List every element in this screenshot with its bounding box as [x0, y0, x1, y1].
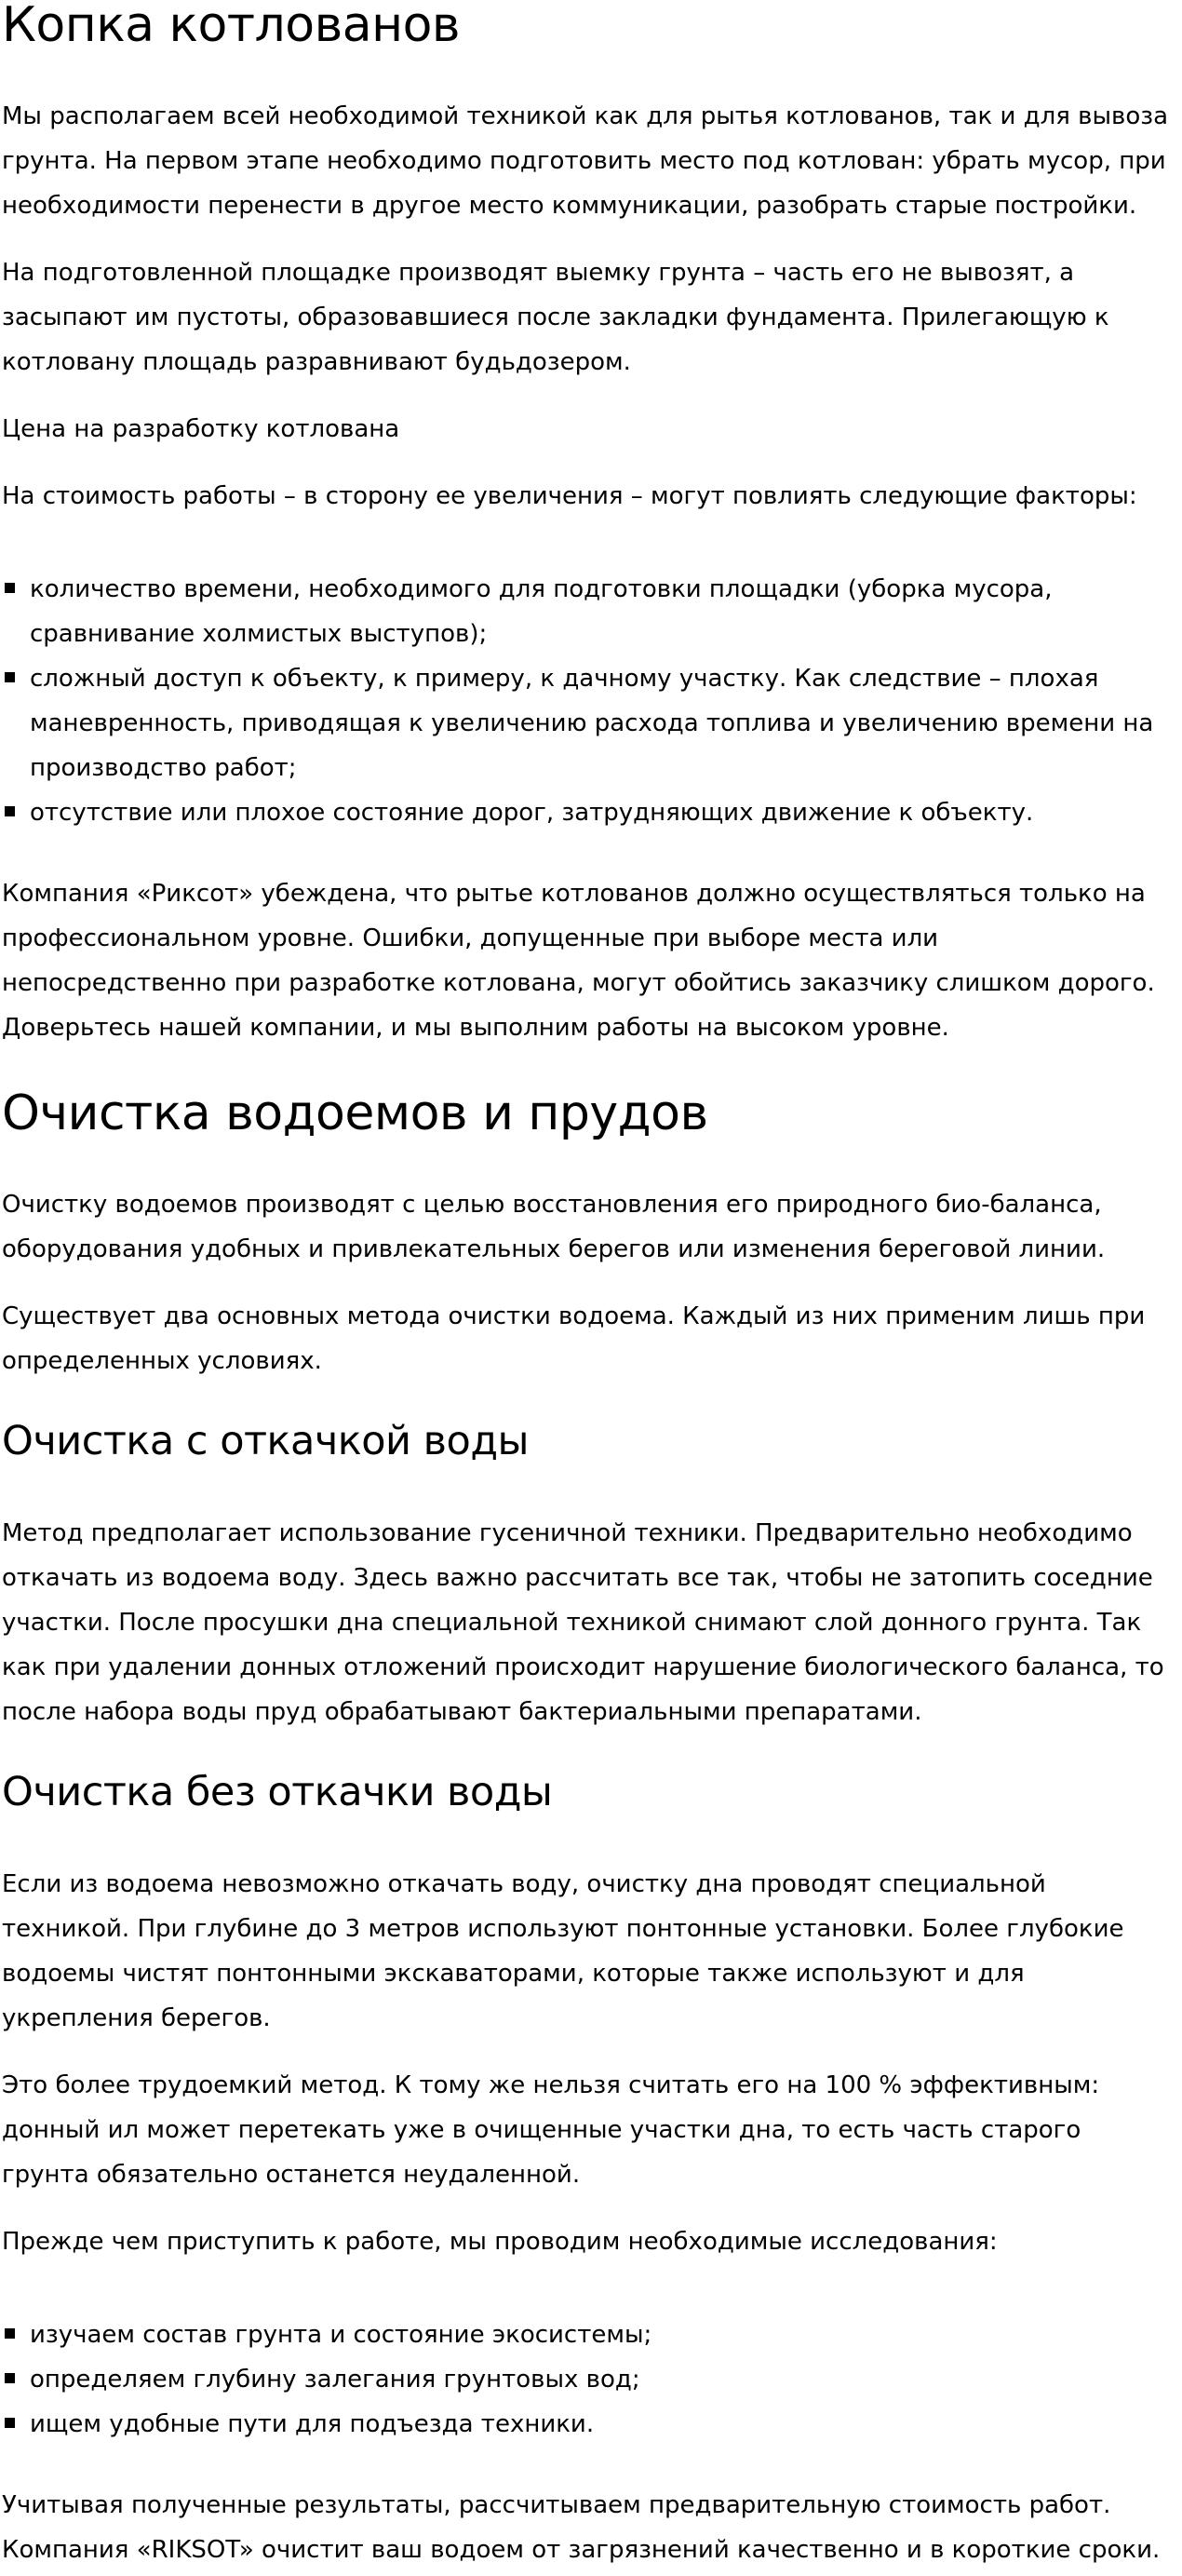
section-title-digging: Копка котлованов: [2, 0, 461, 53]
paragraph-no-pumping-body2: Это более трудоемкий метод. К тому же нельзя считать его на 100 % эффективным: донный ил может перетекать уже в очищенные участки дна, то есть часть старого грунта обязательно останется неудаленной.: [2, 2071, 1100, 2189]
paragraph-digging-conclusion: Компания «Риксот» убеждена, что рытье котлованов должно осуществляться только на профессиональном уровне. Ошибки, допущенные при выборе места или непосредственно при разработке котлована, могут обойтись заказчику слишком дорого. Доверьтесь нашей компании, и мы выполним работы на высоком уровне.: [2, 880, 1155, 1042]
closing-block: [2, 2483, 1169, 2572]
paragraph-pumping-body: Метод предполагает использование гусеничной техники. Предварительно необходимо откачать из водоема воду. Здесь важно рассчитать все так, чтобы не затопить соседние участки. После просушки дна специальной техникой снимают слой донного грунта. Так как при удалении донных отложений происходит нарушение биологического баланса, то после набора воды пруд обрабатывают бактериальными препаратами.: [2, 1519, 1164, 1726]
research-list: [2, 2313, 1169, 2447]
subsection-title-pumping: Очистка с откачкой воды: [2, 1418, 529, 1464]
paragraph-methods-intro: Существует два основных метода очистки водоема. Каждый из них применим лишь при определенных условиях.: [2, 1302, 1146, 1375]
paragraph-factors-intro: На стоимость работы – в сторону ее увеличения – могут повлиять следующие факторы:: [2, 482, 1137, 510]
list-item: изучаем состав грунта и состояние экосистемы;: [2, 2313, 1169, 2357]
subsection-title-no-pumping: Очистка без откачки воды: [2, 1769, 553, 1815]
list-item: количество времени, необходимого для подготовки площадки (уборка мусора, сравнивание холмистых выступов);: [2, 567, 1169, 656]
paragraph-research-intro: Прежде чем приступить к работе, мы проводим необходимые исследования:: [2, 2228, 998, 2256]
list-item: отсутствие или плохое состояние дорог, затрудняющих движение к объекту.: [2, 790, 1169, 835]
section-title-cleaning: Очистка водоемов и прудов: [2, 1086, 708, 1141]
list-item: определяем глубину залегания грунтовых вод;: [2, 2357, 1169, 2402]
paragraph-prepared-site: На подготовленной площадке производят выемку грунта – часть его не вывозят, а засыпают им пустоты, образовавшиеся после закладки фундамента. Прилегающую к котловану площадь разравнивают будьдозером.: [2, 259, 1109, 376]
factors-list: [2, 567, 1169, 835]
paragraph-digging-intro: Мы располагаем всей необходимой техникой как для рытья котлованов, так и для вывоза грунта. На первом этапе необходимо подготовить место под котлован: убрать мусор, при необходимости перенести в другое место коммуникации, разобрать старые постройки.: [2, 102, 1169, 220]
paragraph-closing-riksot: Компания «RIKSOT» очистит ваш водоем от загрязнений качественно и в короткие сроки.: [2, 2536, 1161, 2564]
list-item: ищем удобные пути для подъезда техники.: [2, 2402, 1169, 2447]
paragraph-cleaning-purpose: Очистку водоемов производят с целью восстановления его природного био-баланса, оборудования удобных и привлекательных берегов или изменения береговой линии.: [2, 1191, 1106, 1263]
list-item: сложный доступ к объекту, к примеру, к дачному участку. Как следствие – плохая маневренность, приводящая к увеличению расхода топлива и увеличению времени на производство работ;: [2, 656, 1169, 790]
paragraph-closing-estimate: Учитывая полученные результаты, рассчитываем предварительную стоимость работ.: [2, 2491, 1111, 2519]
paragraph-price-line: Цена на разработку котлована: [2, 415, 400, 443]
paragraph-no-pumping-body1: Если из водоема невозможно откачать воду, очистку дна проводят специальной техникой. При глубине до 3 метров используют понтонные установки. Более глубокие водоемы чистят понтонными экскаваторами, которые также используют и для укрепления берегов.: [2, 1870, 1124, 2032]
